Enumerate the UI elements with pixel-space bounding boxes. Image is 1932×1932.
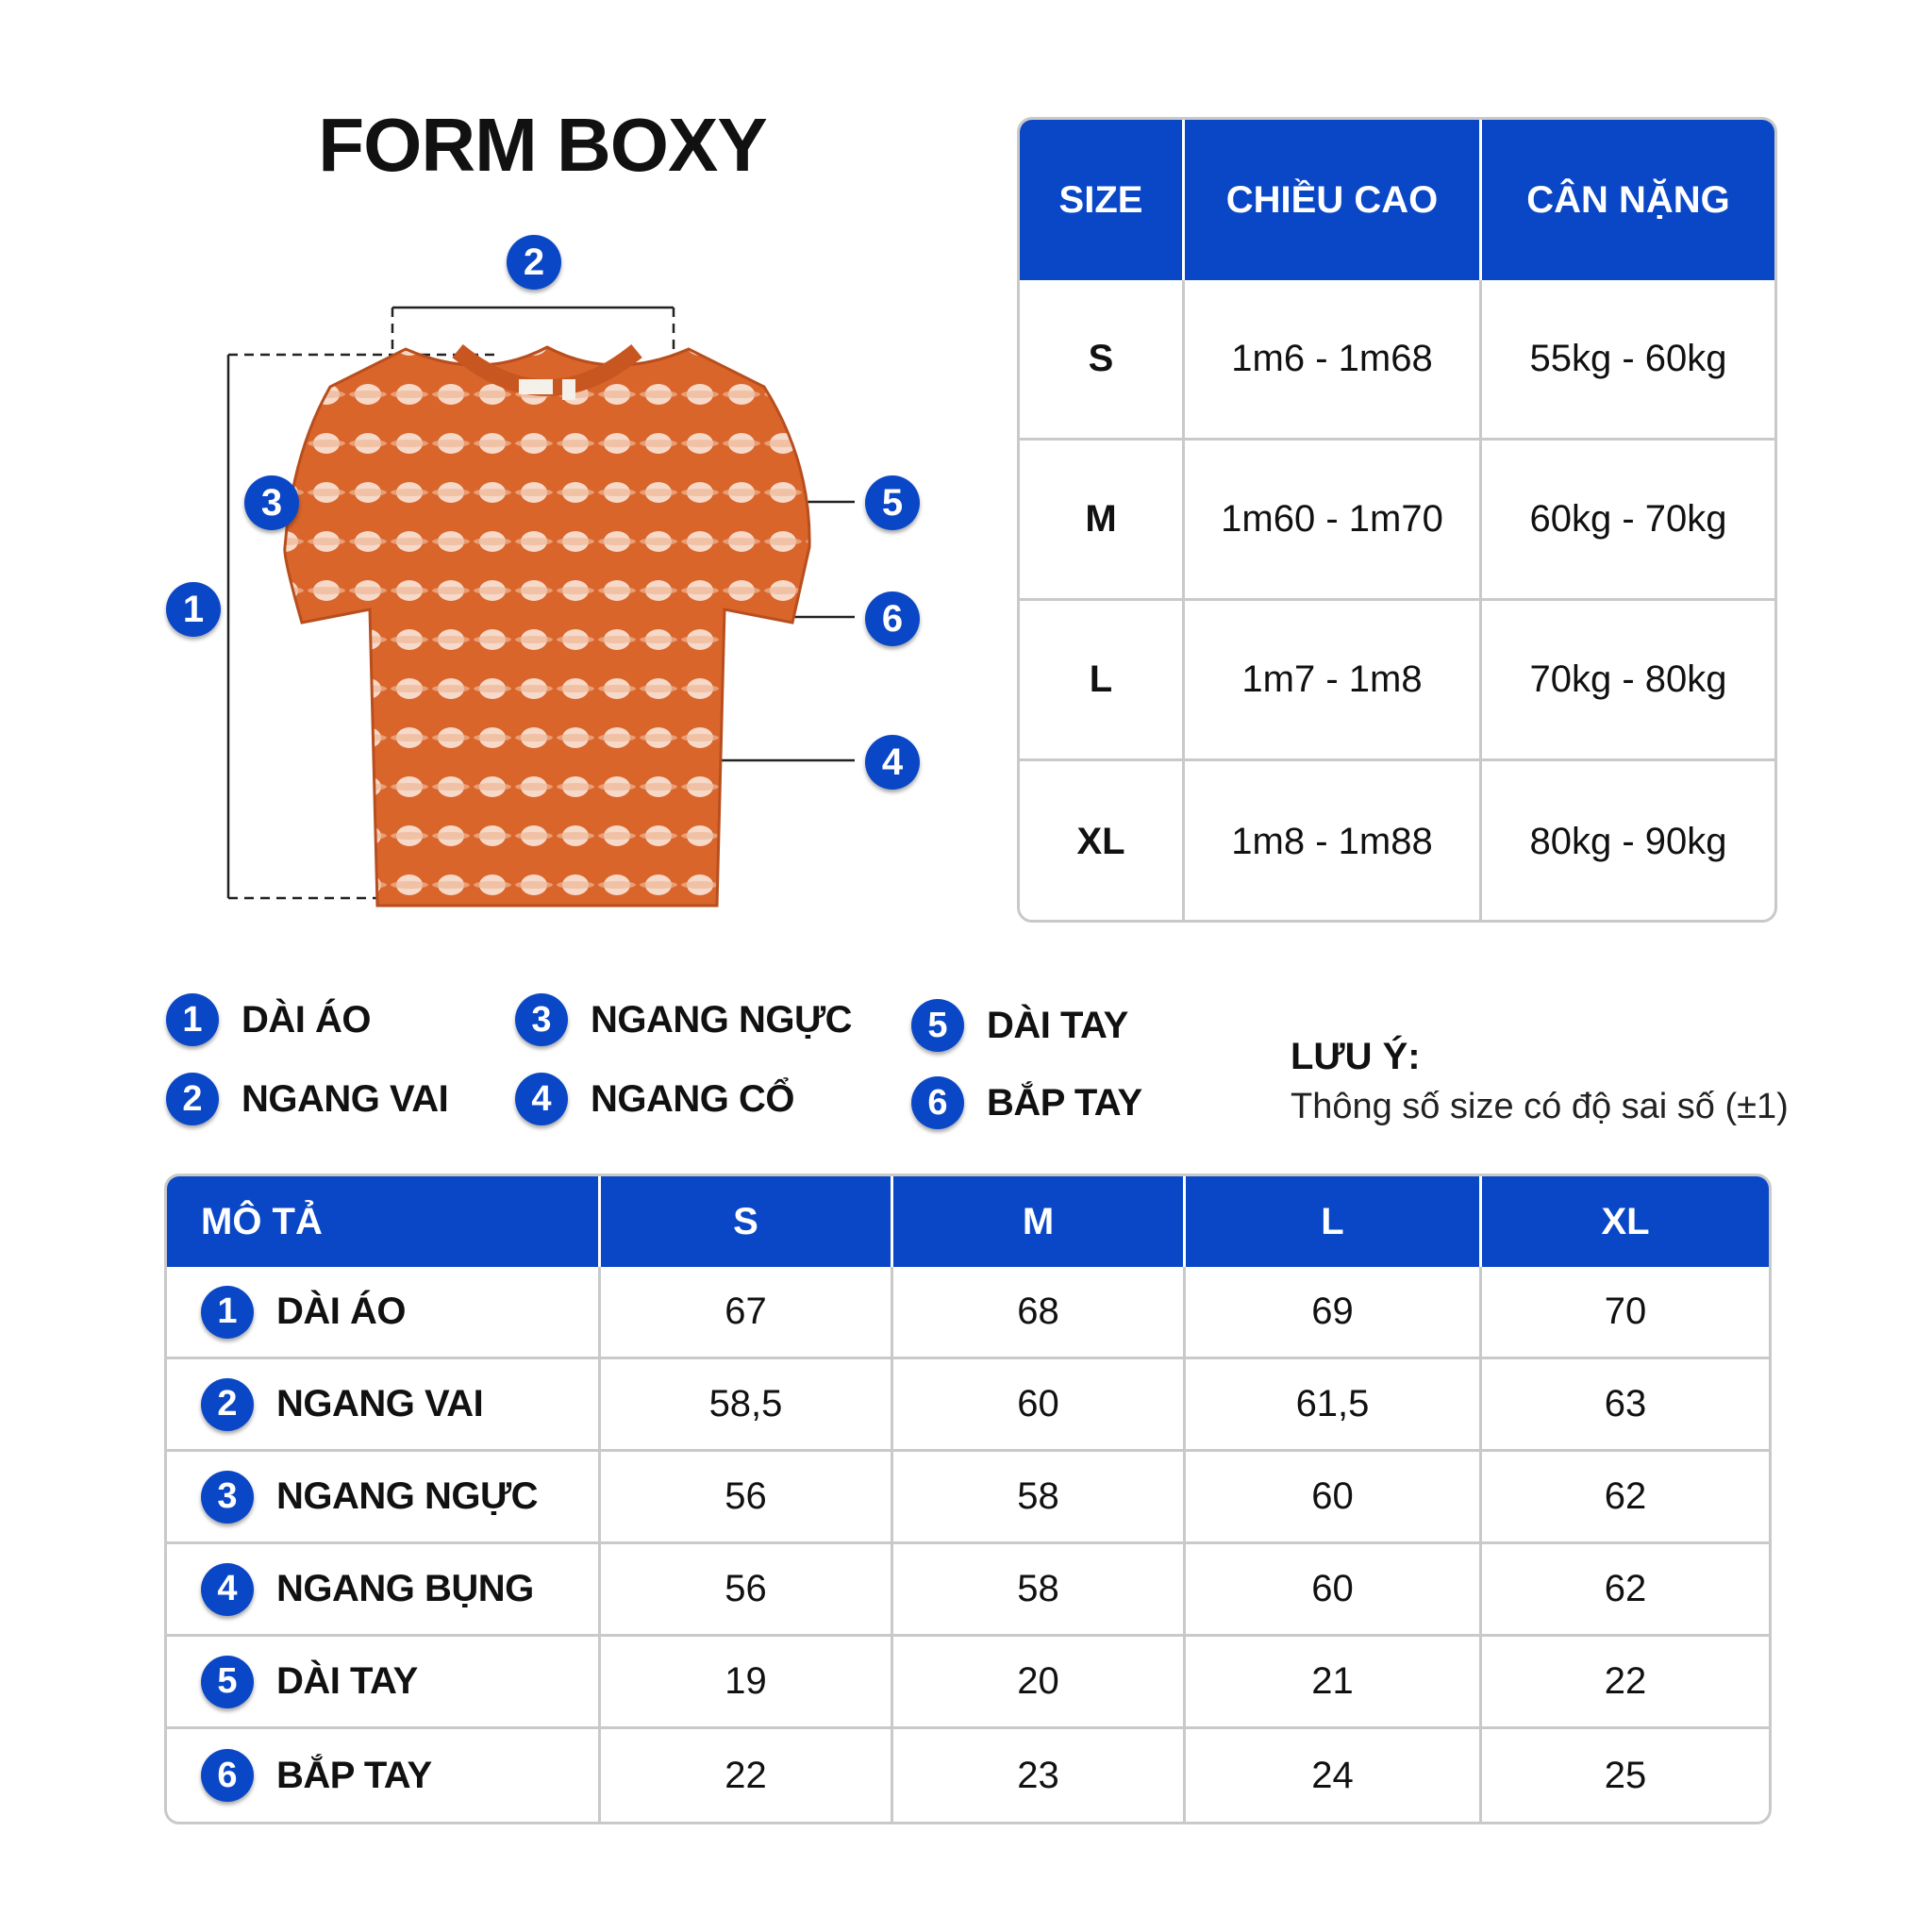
weight-cell: 70kg - 80kg [1529, 658, 1727, 700]
tshirt-illustration [264, 321, 830, 915]
value-cell: 56 [601, 1452, 893, 1541]
description-cell [167, 1637, 601, 1726]
weight-cell: 60kg - 70kg [1529, 498, 1727, 540]
legend-item [515, 991, 852, 1048]
row-badge: 6 [201, 1749, 254, 1802]
value-cell: 69 [1186, 1267, 1482, 1357]
row-label: BẮP TAY [276, 1754, 432, 1796]
marker-4-badge: 4 [865, 735, 920, 790]
value-cell: 62 [1604, 1568, 1647, 1609]
legend-badge: 6 [911, 1076, 964, 1129]
height-cell: 1m7 - 1m8 [1185, 601, 1482, 758]
table-row [167, 1729, 1769, 1822]
value-cell: 58 [893, 1544, 1186, 1634]
table-row [167, 1267, 1769, 1359]
value-cell: 62 [1604, 1475, 1647, 1517]
value-cell: 61,5 [1186, 1359, 1482, 1449]
value-cell: 60 [1186, 1544, 1482, 1634]
legend-item [911, 1074, 1142, 1131]
marker-1-badge: 1 [166, 582, 221, 637]
legend-label: DÀI ÁO [242, 998, 371, 1041]
page-title: FORM BOXY [318, 103, 767, 187]
description-cell [167, 1267, 601, 1357]
value-cell: 25 [1604, 1754, 1647, 1796]
table-row [167, 1359, 1769, 1452]
weight-cell: 55kg - 60kg [1529, 338, 1727, 379]
marker-2-badge: 2 [507, 235, 561, 290]
marker-5-badge: 5 [865, 475, 920, 530]
value-cell: 21 [1186, 1637, 1482, 1726]
legend-badge: 2 [166, 1073, 219, 1125]
value-cell: 63 [1604, 1383, 1647, 1424]
header-l: L [1186, 1176, 1482, 1267]
value-cell: 60 [893, 1359, 1186, 1449]
header-height: CHIỀU CAO [1185, 120, 1482, 280]
note-title: LƯU Ý: [1291, 1036, 1421, 1077]
description-cell [167, 1359, 601, 1449]
row-badge: 3 [201, 1471, 254, 1524]
legend-item [166, 991, 371, 1048]
legend-label: BẮP TAY [987, 1081, 1142, 1124]
row-label: NGANG VAI [276, 1383, 484, 1424]
value-cell: 58,5 [601, 1359, 893, 1449]
marker-6-badge: 6 [865, 591, 920, 646]
header-s: S [601, 1176, 893, 1267]
value-cell: 22 [1604, 1660, 1647, 1702]
legend-label: DÀI TAY [987, 1004, 1128, 1046]
size-cell: XL [1020, 761, 1185, 922]
value-cell: 60 [1186, 1452, 1482, 1541]
header-m: M [893, 1176, 1186, 1267]
legend-badge: 1 [166, 993, 219, 1046]
legend-label: NGANG NGỰC [591, 998, 853, 1041]
value-cell: 67 [601, 1267, 893, 1357]
size-cell: M [1020, 441, 1185, 598]
table-row [1020, 441, 1774, 601]
value-cell: 58 [893, 1452, 1186, 1541]
row-label: DÀI ÁO [276, 1291, 406, 1332]
header-size: SIZE [1020, 120, 1185, 280]
legend-badge: 5 [911, 999, 964, 1052]
size-cell: S [1020, 280, 1185, 438]
row-badge: 5 [201, 1656, 254, 1708]
table-row [1020, 280, 1774, 441]
value-cell: 24 [1186, 1729, 1482, 1822]
row-label: NGANG BỤNG [276, 1568, 534, 1609]
measurement-table-header [167, 1176, 1769, 1267]
legend-label: NGANG VAI [242, 1077, 449, 1120]
size-table [1017, 117, 1777, 923]
legend-label: NGANG CỔ [591, 1077, 794, 1120]
row-label: DÀI TAY [276, 1660, 418, 1702]
legend-badge: 4 [515, 1073, 568, 1125]
weight-cell: 80kg - 90kg [1529, 820, 1727, 862]
size-cell: L [1020, 601, 1185, 758]
table-row [167, 1637, 1769, 1729]
note-text: Thông số size có độ sai số (±1) [1291, 1087, 1789, 1126]
row-badge: 1 [201, 1286, 254, 1339]
value-cell: 22 [601, 1729, 893, 1822]
value-cell: 70 [1604, 1291, 1647, 1332]
row-badge: 2 [201, 1378, 254, 1431]
table-row [1020, 761, 1774, 922]
measurement-table [164, 1174, 1772, 1824]
height-cell: 1m6 - 1m68 [1185, 280, 1482, 438]
value-cell: 56 [601, 1544, 893, 1634]
row-label: NGANG NGỰC [276, 1475, 539, 1517]
value-cell: 20 [893, 1637, 1186, 1726]
size-table-header [1020, 120, 1774, 280]
legend-item [515, 1071, 794, 1127]
marker-3-badge: 3 [244, 475, 299, 530]
header-weight: CÂN NẶNG [1526, 178, 1730, 221]
row-badge: 4 [201, 1563, 254, 1616]
table-row [167, 1452, 1769, 1544]
description-cell [167, 1544, 601, 1634]
description-cell [167, 1452, 601, 1541]
table-row [167, 1544, 1769, 1637]
value-cell: 19 [601, 1637, 893, 1726]
legend-item [166, 1071, 448, 1127]
legend-badge: 3 [515, 993, 568, 1046]
legend-item [911, 997, 1128, 1054]
value-cell: 23 [893, 1729, 1186, 1822]
height-cell: 1m8 - 1m88 [1185, 761, 1482, 922]
table-row [1020, 601, 1774, 761]
description-cell [167, 1729, 601, 1822]
header-description: MÔ TẢ [167, 1176, 601, 1267]
value-cell: 68 [893, 1267, 1186, 1357]
header-xl: XL [1601, 1200, 1650, 1242]
height-cell: 1m60 - 1m70 [1185, 441, 1482, 598]
